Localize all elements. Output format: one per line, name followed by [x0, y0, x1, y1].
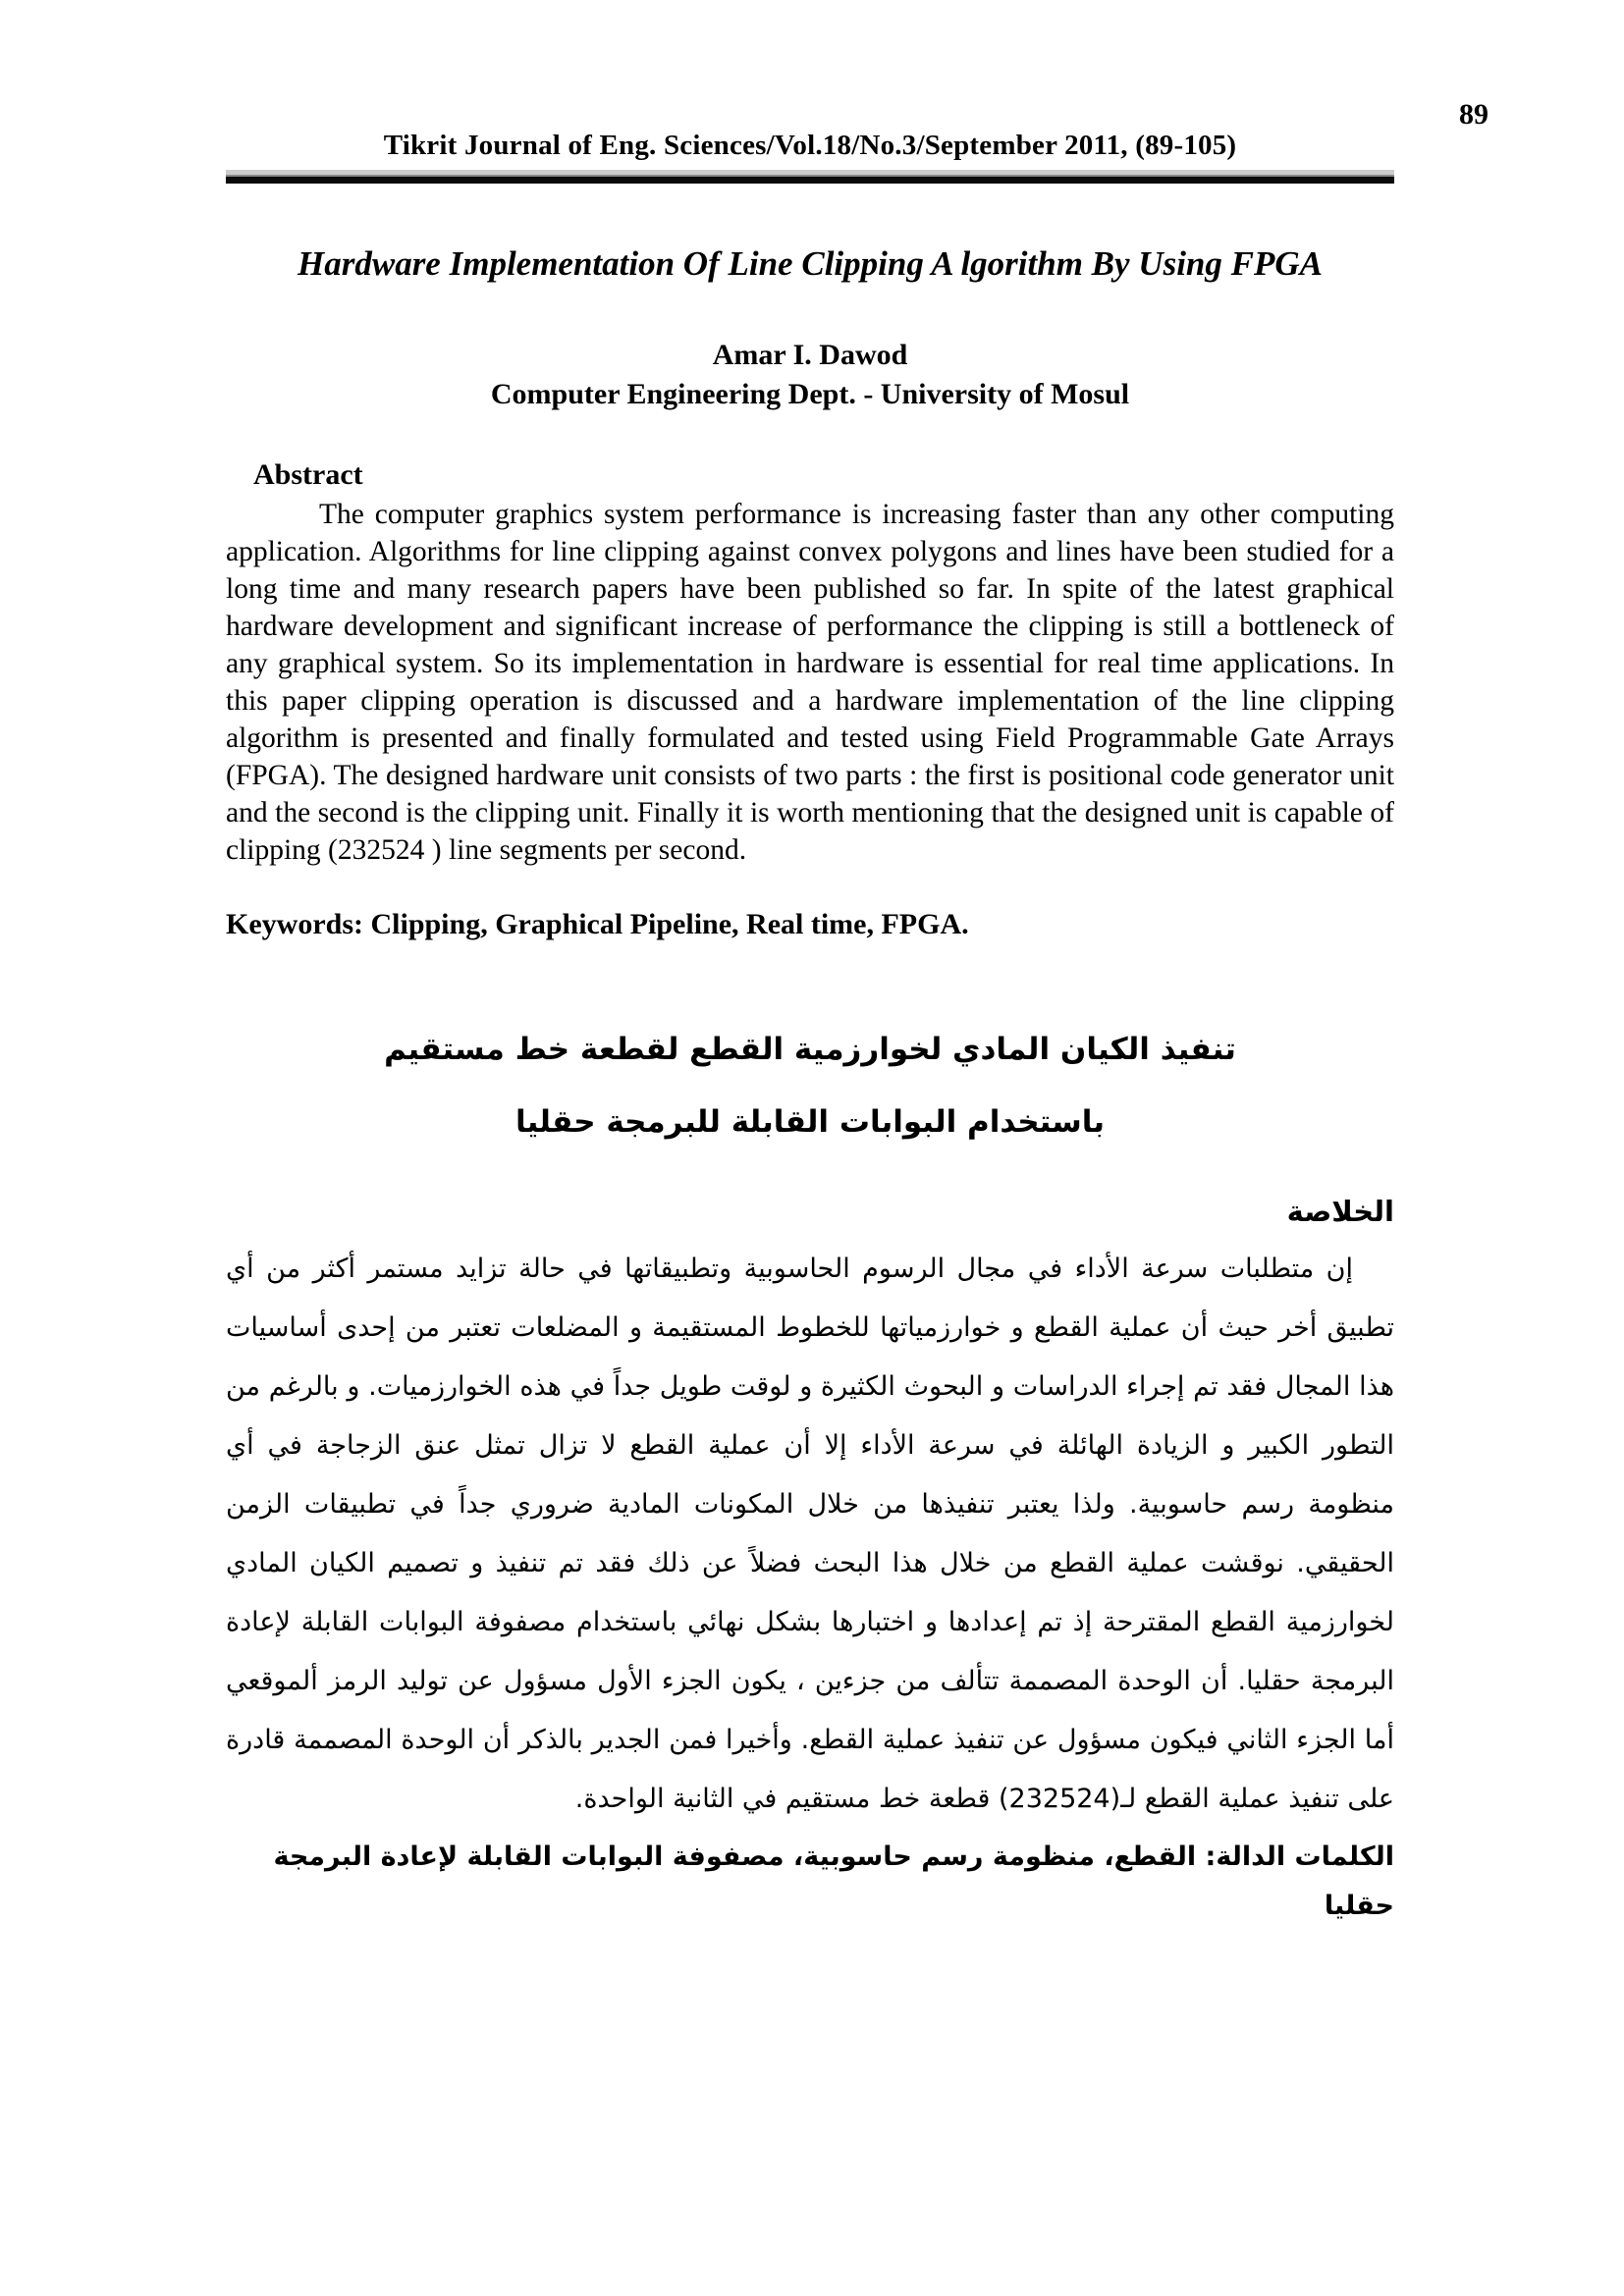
arabic-title-line1: تنفيذ الكيان المادي لخوارزمية القطع لقطعة خط مستقيم	[384, 1032, 1236, 1067]
abstract-heading: Abstract	[253, 458, 363, 491]
arabic-keywords-line: الكلمات الدالة: القطع، منظومة رسم حاسوبية، مصفوفة البوابات القابلة لإعادة البرمجة حقليا	[273, 1842, 1394, 1921]
arabic-abstract-text: إن متطلبات سرعة الأداء في مجال الرسوم الحاسوبية وتطبيقاتها في حالة تزايد مستمر أكثر من أي تطبيق أخر حيث أن عملية القطع و خوارزمياتها للخطوط المستقيمة و المضلعات تعتبر من إحدى أساسيات هذا المجال فقد تم إجراء الدراسات و البحوث الكثيرة و لوقت طويل جداً في هذه الخوارزميات. و بالرغم من التطور الكبير و الزيادة الهائلة في سرعة الأداء إلا أن عملية القطع لا تزال تمثل عنق الزجاجة في أي منظومة رسم حاسوبية. ولذا يعتبر تنفيذها من خلال المكونات المادية ضروري جداً في تطبيقات الزمن الحقيقي. نوقشت عملية القطع من خلال هذا البحث فضلاً عن ذلك فقد تم تنفيذ و تصميم الكيان المادي لخوارزمية القطع المقترحة إذ تم إعدادها و اختبارها بشكل نهائي باستخدام مصفوفة البوابات القابلة لإعادة البرمجة حقليا. أن الوحدة المصممة تتألف من جزءين ، يكون الجزء الأول مسؤول عن توليد الرمز ألموقعي أما الجزء الثاني فيكون مسؤول عن تنفيذ عملية القطع. وأخيرا فمن الجدير بالذكر أن الوحدة المصممة قادرة على تنفيذ عملية القطع لـ(232524) قطعة خط مستقيم في الثانية الواحدة.	[226, 1254, 1394, 1814]
keywords-line: Keywords: Clipping, Graphical Pipeline, Real time, FPGA.	[226, 908, 969, 940]
author-name: Amar I. Dawod	[712, 339, 908, 371]
arabic-abstract-heading: الخلاصة	[1286, 1195, 1394, 1228]
header-rule-bottom-stripe	[226, 177, 1394, 184]
author-affiliation: Computer Engineering Dept. - University of Mosul	[490, 378, 1130, 410]
header-rule	[226, 170, 1394, 184]
paper-title: Hardware Implementation Of Line Clipping A lgorithm By Using FPGA	[298, 244, 1323, 283]
arabic-title-line2: باستخدام البوابات القابلة للبرمجة حقليا	[514, 1104, 1106, 1140]
page-number: 89	[1459, 98, 1489, 131]
abstract-text: The computer graphics system performance is increasing faster than any other computing application. Algorithms for line clipping against convex polygons and lines have been studied for a long time and many research papers have been published so far. In spite of the latest graphical hardware development and significant increase of performance the clipping is still a bottleneck of any graphical system. So its implementation in hardware is essential for real time applications. In this paper clipping operation is discussed and a hardware implementation of the line clipping algorithm is presented and finally formulated and tested using Field Programmable Gate Arrays (FPGA). The designed hardware unit consists of two parts : the first is positional code generator unit and the second is the clipping unit. Finally it is worth mentioning that the designed unit is capable of clipping (232524 ) line segments per second.	[226, 499, 1394, 866]
journal-header-line: Tikrit Journal of Eng. Sciences/Vol.18/No.3/September 2011, (89-105)	[383, 130, 1237, 161]
